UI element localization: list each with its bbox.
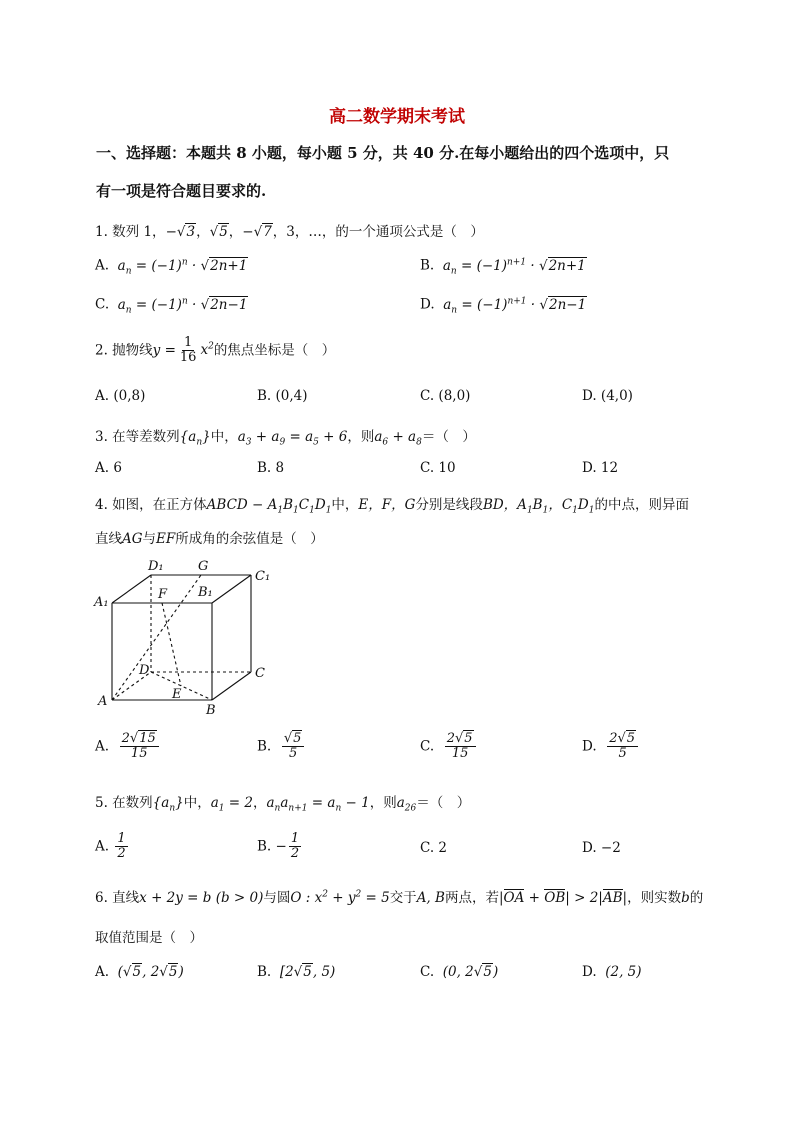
question-6-stem-line2: 取值范围是（ ） [95,930,203,946]
question-1-stem: 1. 数列 1，−√3，√5，−√7，3，…，的一个通项公式是（ ） [95,224,484,240]
q4-line2-c: 所成角的余弦值是（ ） [175,531,324,547]
q6-line1-d: 两点，若 [444,890,499,906]
q4-option-c-label: C. [420,738,435,755]
q6-option-b: B. [2√5, 5) [257,964,336,980]
q3-option-a: A. 6 [95,460,122,476]
q1-option-b-label: B. [420,257,435,274]
q1-option-b: B. $a_n = (-1)^{n+1} \cdot √2n+1$ [420,257,586,277]
q3-stem-c: ，则 [347,429,375,445]
label-d1: D₁ [148,559,164,574]
q4-line2-a: 直线 [95,531,122,547]
q2-option-a: A. (0,8) [95,388,146,404]
q6-option-c: C. (0, 2√5) [420,964,499,980]
q1-option-a: A. $a_n = (-1)^n \cdot √2n+1$ [95,257,248,277]
q6-option-a-label: A. [95,964,110,980]
label-c1: C₁ [255,569,271,584]
label-d: D [139,663,150,678]
q6-line1-e: ，则实数 [627,890,682,906]
q2-option-c: C. (8,0) [420,388,471,404]
q3-stem-d: ＝（ ） [421,429,476,445]
label-c: C [255,666,265,681]
q4-line1-b: 中， [331,497,359,513]
q2-stem-end: 的焦点坐标是（ ） [213,342,336,359]
q4-option-d: D. $\frac{2√5}{5}$ [582,732,640,762]
section-heading-line2: 有一项是符合题目要求的. [96,182,267,200]
q1-option-c: C. $a_n = (-1)^n \cdot √2n-1$ [95,296,248,316]
q2-stem-start: 2. 抛物线 [95,342,153,359]
q3-option-d: D. 12 [582,460,619,476]
q5-option-b-label: B. [257,838,272,855]
label-b1: B₁ [198,585,213,600]
q5-option-d: D. −2 [582,840,621,856]
q3-option-c: C. 10 [420,460,456,476]
q4-line1-d: 的中点，则异面 [594,497,689,513]
label-f: F [158,587,168,602]
question-5-stem: 5. 在数列$\{a_n\}$中，$a_1 = 2$，$a_na_{n+1} = a_n - 1$，则$a_{26}=$（ ） [95,795,471,814]
question-3-stem: 3. 在等差数列$\{a_n\}$中，$a_3 + a_9 = a_5 + 6$，则$a_6 + a_8=$（ ） [95,429,476,448]
page-title: 高二数学期末考试 [329,107,465,127]
q6-option-b-label: B. [257,964,272,980]
q3-option-b: B. 8 [257,460,285,476]
q6-option-d-label: D. [582,964,597,980]
q5-stem-c: ， [252,795,267,811]
q4-line1-c: 分别是线段 [415,497,483,513]
q5-stem-d: ，则 [369,795,397,811]
label-a1: A₁ [94,595,109,610]
question-6-stem-line1: 6. 直线x + 2y = b (b > 0)与圆O : $x^2 + y^2 = 5$交于A, B两点，若|OA + OB| > 2|AB|，则实数b的 [95,889,704,906]
q1-option-d-label: D. [420,296,435,313]
label-e: E [172,687,182,702]
q1-stem-end: ，3，…，的一个通项公式是（ ） [272,224,484,240]
label-a: A [98,694,108,709]
section-heading-line1: 一、选择题：本题共 8 小题，每小题 5 分，共 40 分.在每小题给出的四个选项中，只 [96,144,670,162]
q2-option-d: D. (4,0) [582,388,633,404]
q1-option-a-label: A. [95,257,110,274]
q4-line1-a: 4. 如图，在正方体 [95,497,207,513]
q3-stem-a: 3. 在等差数列 [95,429,180,445]
q4-option-a: A. $\frac{2√15}{15}$ [95,732,161,762]
question-4-stem-line2: 直线AG与EF所成角的余弦值是（ ） [95,531,324,547]
q4-option-d-label: D. [582,738,597,755]
question-2-stem: 2. 抛物线y = $\frac{1}{16}$ $x^2$的焦点坐标是（ ） [95,335,336,366]
label-g: G [198,559,209,574]
q4-option-a-label: A. [95,738,110,755]
q6-option-c-label: C. [420,964,435,980]
q6-line1-a: 6. 直线 [95,890,140,906]
q3-stem-b: 中， [210,429,238,445]
q6-line1-c: 交于 [389,890,417,906]
q5-option-b: B. − $\frac{1}{2}$ [257,831,300,862]
q4-option-b: B. $\frac{√5}{5}$ [257,732,306,762]
q5-option-c: C. 2 [420,840,448,856]
q1-option-c-label: C. [95,296,110,313]
q4-option-c: C. $\frac{2√5}{15}$ [420,732,478,762]
cube-diagram [92,556,282,720]
q5-stem-a: 5. 在数列 [95,795,153,811]
q6-line1-b: 与圆 [263,890,291,906]
q6-line1-f: 的 [689,890,704,906]
q5-stem-b: 中， [183,795,211,811]
q5-option-a-label: A. [95,838,110,855]
q4-line2-b: 与 [142,531,157,547]
q4-option-b-label: B. [257,738,272,755]
q1-option-d: D. $a_n = (-1)^{n+1} \cdot √2n-1$ [420,296,587,316]
q6-option-a: A. (√5, 2√5) [95,964,184,980]
q6-option-d: D. (2, 5) [582,964,642,980]
q5-stem-e: ＝（ ） [416,795,471,811]
q1-stem-start: 1. 数列 1， [95,224,166,240]
q2-option-b: B. (0,4) [257,388,308,404]
label-b: B [206,703,216,718]
question-4-stem-line1: 4. 如图，在正方体ABCD − $A_1B_1C_1D_1$中，E，F，G分别是线段BD，$A_1B_1$，$C_1D_1$的中点，则异面 [95,497,689,516]
q5-option-a: A. $\frac{1}{2}$ [95,831,126,862]
